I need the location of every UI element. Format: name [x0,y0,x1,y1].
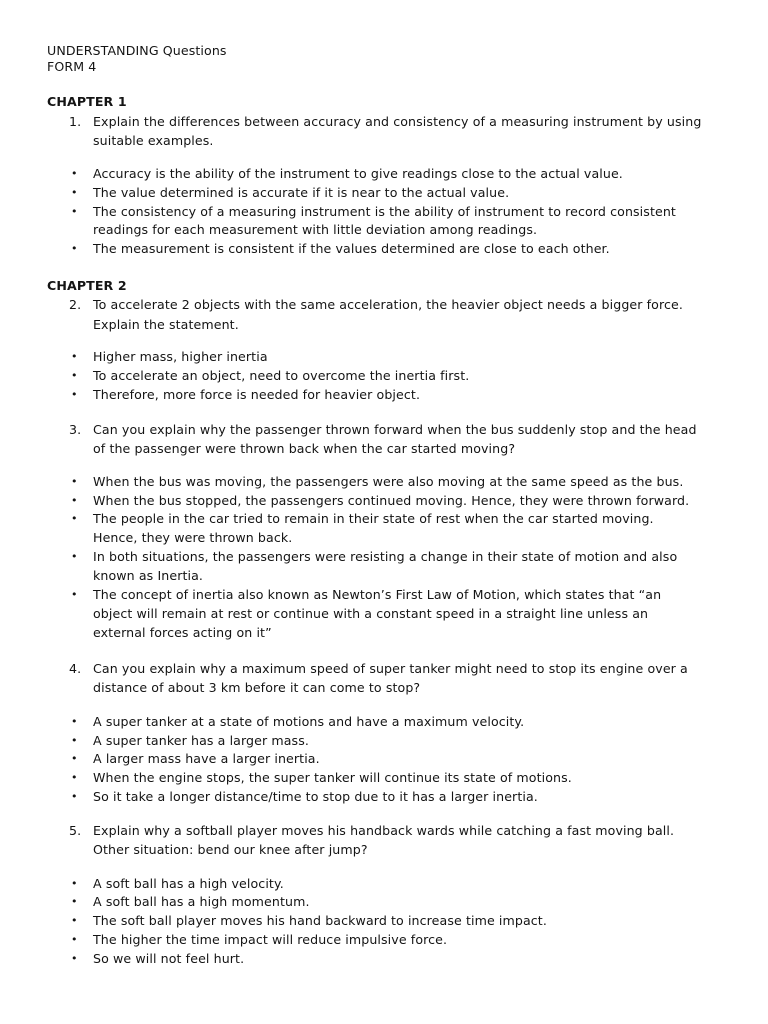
question-2-text: Explain the statement. [93,317,239,332]
answer-bullet: The concept of inertia also known as Newton’s First Law of Motion, which states that “an [93,587,662,602]
question-3-number: 3. [69,422,82,437]
answer-bullet: So we will not feel hurt. [93,951,245,966]
answer-bullet: The measurement is consistent if the values determined are close to each other. [93,241,610,256]
bullet-icon: • [71,475,78,488]
question-4-number: 4. [69,661,82,676]
bullet-icon: • [71,388,78,401]
answer-bullet: A larger mass have a larger inertia. [93,751,320,766]
bullet-icon: • [71,734,78,747]
bullet-icon: • [71,895,78,908]
question-1-number: 1. [69,114,82,129]
bullet-icon: • [71,205,78,218]
answer-bullet-continued: external forces acting on it” [93,625,272,640]
answer-bullet: A soft ball has a high velocity. [93,876,284,891]
question-4-text: distance of about 3 km before it can come to stop? [93,680,421,695]
answer-bullet: The value determined is accurate if it is near to the actual value. [93,185,510,200]
bullet-icon: • [71,186,78,199]
answer-bullet: When the engine stops, the super tanker will continue its state of motions. [93,770,572,785]
bullet-icon: • [71,494,78,507]
answer-bullet: The people in the car tried to remain in their state of rest when the car started moving. [93,511,654,526]
bullet-icon: • [71,350,78,363]
answer-bullet: A soft ball has a high momentum. [93,894,310,909]
answer-bullet: Therefore, more force is needed for heavier object. [93,387,421,402]
question-1-text: Explain the differences between accuracy and consistency of a measuring instrument by using [93,114,702,129]
chapter-1-heading: CHAPTER 1 [47,94,127,109]
answer-bullet: When the bus was moving, the passengers were also moving at the same speed as the bus. [93,474,684,489]
answer-bullet: The higher the time impact will reduce impulsive force. [93,932,448,947]
question-3-text: of the passenger were thrown back when the car started moving? [93,441,516,456]
answer-bullet: Accuracy is the ability of the instrument to give readings close to the actual value. [93,166,623,181]
question-5-text: Explain why a softball player moves his handback wards while catching a fast moving ball. [93,823,675,838]
question-5-text: Other situation: bend our knee after jump? [93,842,368,857]
form-label: FORM 4 [47,59,97,74]
answer-bullet: The consistency of a measuring instrument is the ability of instrument to record consistent [93,204,676,219]
bullet-icon: • [71,588,78,601]
answer-bullet: The soft ball player moves his hand backward to increase time impact. [93,913,547,928]
question-2-number: 2. [69,297,82,312]
answer-bullet-continued: known as Inertia. [93,568,204,583]
bullet-icon: • [71,933,78,946]
answer-bullet: A super tanker has a larger mass. [93,733,309,748]
answer-bullet: To accelerate an object, need to overcome the inertia first. [93,368,470,383]
answer-bullet: When the bus stopped, the passengers continued moving. Hence, they were thrown forward. [93,493,690,508]
bullet-icon: • [71,771,78,784]
question-3-text: Can you explain why the passenger thrown forward when the bus suddenly stop and the head [93,422,697,437]
bullet-icon: • [71,877,78,890]
question-4-text: Can you explain why a maximum speed of super tanker might need to stop its engine over a [93,661,688,676]
answer-bullet: A super tanker at a state of motions and have a maximum velocity. [93,714,525,729]
question-2-text: To accelerate 2 objects with the same acceleration, the heavier object needs a bigger force. [93,297,683,312]
bullet-icon: • [71,752,78,765]
answer-bullet-continued: readings for each measurement with little deviation among readings. [93,222,538,237]
bullet-icon: • [71,369,78,382]
bullet-icon: • [71,790,78,803]
bullet-icon: • [71,242,78,255]
bullet-icon: • [71,550,78,563]
question-5-number: 5. [69,823,82,838]
answer-bullet-continued: object will remain at rest or continue with a constant speed in a straight line unless an [93,606,649,621]
answer-bullet: In both situations, the passengers were resisting a change in their state of motion and also [93,549,678,564]
bullet-icon: • [71,715,78,728]
document-title: UNDERSTANDING Questions [47,43,227,58]
chapter-2-heading: CHAPTER 2 [47,278,127,293]
bullet-icon: • [71,512,78,525]
answer-bullet: Higher mass, higher inertia [93,349,268,364]
bullet-icon: • [71,167,78,180]
answer-bullet-continued: Hence, they were thrown back. [93,530,293,545]
question-1-text: suitable examples. [93,133,214,148]
answer-bullet: So it take a longer distance/time to stop due to it has a larger inertia. [93,789,538,804]
bullet-icon: • [71,952,78,965]
bullet-icon: • [71,914,78,927]
